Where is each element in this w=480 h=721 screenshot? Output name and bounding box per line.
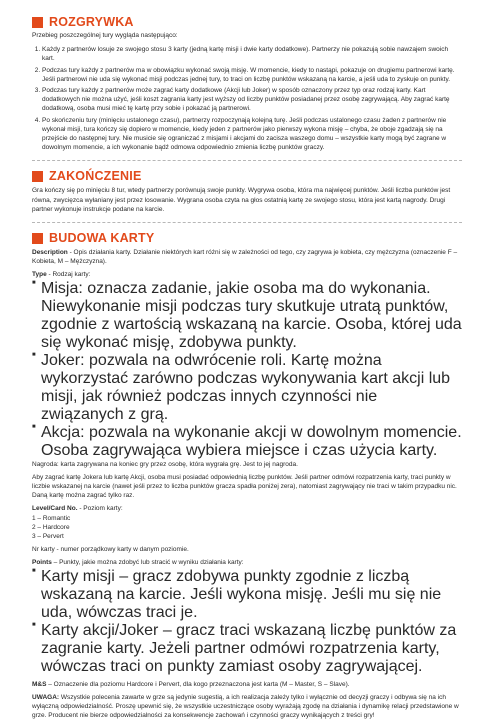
bullet-icon: ■ xyxy=(32,279,36,286)
cards-title: BUDOWA KARTY xyxy=(49,231,155,246)
type-text: - Rodzaj karty: xyxy=(46,271,91,279)
type-label: Type xyxy=(32,271,47,279)
gameplay-step: 1. Każdy z partnerów losuje ze swojego stosu 3 karty (jedną kartę misji i dwie karty dodatkowe). Partnerzy nie pokazują sobie nawzajem swoich kart. xyxy=(42,45,462,63)
bullet-icon: ■ xyxy=(32,567,36,574)
type-item: ■ Joker: pozwala na odwrócenie roli. Kartę można wykorzystać zarówno podczas wykonywania kart akcji lub misji, jak również podczas innych czynności nie związanych z grą. xyxy=(32,351,451,423)
level-item: 2 – Hardcore xyxy=(32,523,70,531)
ms-label: M&S xyxy=(32,680,47,688)
rules-page xyxy=(32,0,462,721)
ending-text: Gra kończy się po minięciu 8 tur, wtedy partnerzy porównują swoje punkty. Wygrywa osoba, która ma najwięcej punktów. Jeśli liczba punktów jest równa, zwycięzca wyłaniany jest przez losowanie. Wygrana osoba czyta na głos ostatnią kartę ze swojego stosu, która jest kartą nagrody. Drugi partner wykonuje instrukcje podane na karcie. xyxy=(32,187,451,213)
type-item: ■ Akcja: pozwala na wykonanie akcji w dowolnym momencie. Osoba zagrywająca wybiera miejsce i czas użycia karty. xyxy=(32,423,462,459)
note-paragraph xyxy=(32,693,462,721)
gameplay-intro: Przebieg poszczególnej tury wygląda następująco: xyxy=(32,32,178,39)
ending-header xyxy=(32,168,462,184)
level-text: - Poziom karty: xyxy=(77,505,123,513)
note-text: Wszystkie polecenia zawarte w grze są jedynie sugestią, a ich realizacja zależy tylko i wyłącznie od decyzji graczy i odbywa się na ich wyłączną odpowiedzialność. Proszę upewnić się, że wszystkie uczestniczące osoby wyrażają zgodę na działania i dynamikę relacji przedstawione w grze. Producent nie bierze odpowiedzialności za konsekwencje zachowań i czynności graczy wynikających z treści gry! xyxy=(32,693,459,720)
gameplay-step: 2. Podczas tury każdy z partnerów ma w obowiązku wykonać swoją misję. W momencie, kiedy to nastąpi, pokazuje on drugiemu partnerowi kartę. Jeśli partnerowi nie uda się wykonać misji podczas jednej tury, to traci on liczbę punktów wskazaną na karcie, a jeśli uda to zyskuje on punkty. xyxy=(42,66,462,84)
bullet-icon: ■ xyxy=(32,621,36,628)
gameplay-step: 4. Po skończeniu tury (minięciu ustalonego czasu), partnerzy rozpoczynają kolejną turę. Jeśli podczas ustalonego czasu żaden z partnerów nie wykonał misji, tura kończy się dopiero w momencie, kiedy jeden z partnerów jako pierwszy wykona misję – chyba, że oboje zgadzają się na przejście do następnej tury. Nie musicie się ograniczać z misjami i akcjami do zacisza waszego domu – wszystkie karty mogą być zagrane w dowolnym momencie, a ich wykonanie bądź odmowa odpowiednio zmienia liczbę punktów graczy. xyxy=(42,116,462,153)
gameplay-header xyxy=(32,14,462,30)
type-paragraph xyxy=(32,270,462,279)
nr-text: Nr karty - numer porządkowy karty w danym poziomie. xyxy=(32,546,189,554)
gameplay-step: 3. Podczas tury każdy z partnerów może zagrać karty dodatkowe (Akcji lub Joker) w sposób oznaczony przez typ oraz rodzaj karty. Kart dodatkowych nie można użyć, jeśli koszt zagrania karty jest wyższy od liczby punktów posiadanej przez osobę zagrywającą. Aby zagrać kartę dodatkową, osoba musi mieć tę kartę przy sobie i pokazać ją partnerowi. xyxy=(42,86,462,114)
level-paragraph xyxy=(32,504,462,513)
gameplay-steps xyxy=(32,45,462,152)
divider xyxy=(32,160,462,161)
level-item: 1 – Romantic xyxy=(32,514,71,522)
description-text: - Opis działania karty. Działanie niektórych kart różni się w zależności od tego, czy zagrywa je kobieta, czy mężczyzna (oznaczenie F – Kobieta, M – Mężczyzna). xyxy=(32,249,458,266)
level-item: 3 – Pervert xyxy=(32,533,64,541)
description-label: Description xyxy=(32,249,68,257)
description-paragraph xyxy=(32,248,462,266)
ms-paragraph xyxy=(32,680,462,689)
section-square-icon xyxy=(32,171,43,182)
type-item: ■ Misja: oznacza zadanie, jakie osoba ma do wykonania. Niewykonanie misji podczas tury skutkuje utratą punktów, zgodnie z wartością wskazaną na karcie. Osoba, której uda się wykonać misję, zdobywa punkty. xyxy=(32,279,462,351)
section-square-icon xyxy=(32,17,43,28)
play-text: Aby zagrać kartę Jokera lub kartę Akcji, osoba musi posiadać odpowiednią liczbę punktów. Jeśli partner odmówi rozpatrzenia karty, traci punkty w liczbie wskazanej na karcie (nawet jeśli przez to liczba punktów gracza spadła poniżej zera), natomiast zagrywający nie traci w takim przypadku nic. Daną kartę można zagrać tylko raz. xyxy=(32,473,457,500)
divider xyxy=(32,222,462,223)
reward-text: Nagroda: karta zagrywana na koniec gry przez osobę, która wygrała grę. Jest to jej nagroda. xyxy=(32,460,298,468)
bullet-icon: ■ xyxy=(32,351,36,358)
points-label: Points xyxy=(32,559,52,567)
ms-text: – Oznaczenie dla poziomu Hardcore i Pervert, dla kogo przeznaczona jest karta (M – Master, S – Slave). xyxy=(46,680,350,688)
ending-title: ZAKOŃCZENIE xyxy=(49,169,142,184)
section-square-icon xyxy=(32,233,43,244)
level-label: Level/Card No. xyxy=(32,505,78,513)
points-item: ■ Karty akcji/Joker – gracz traci wskazaną liczbę punktów za zagranie karty. Jeżeli partner odmówi rozpatrzenia karty, wówczas traci on punkty zamiast osoby zagrywającej. xyxy=(32,621,457,675)
note-label: UWAGA: xyxy=(32,693,60,701)
bullet-icon: ■ xyxy=(32,423,36,430)
points-text: – Punkty, jakie można zdobyć lub stracić w wyniku działania karty: xyxy=(51,559,244,567)
points-paragraph xyxy=(32,558,462,567)
cards-header xyxy=(32,230,462,246)
points-item: ■ Karty misji – gracz zdobywa punkty zgodnie z liczbą wskazaną na karcie. Jeśli wykona misję. Jeśli mu się nie uda, wówczas traci je. xyxy=(32,567,442,621)
gameplay-title: ROZGRYWKA xyxy=(49,15,134,29)
